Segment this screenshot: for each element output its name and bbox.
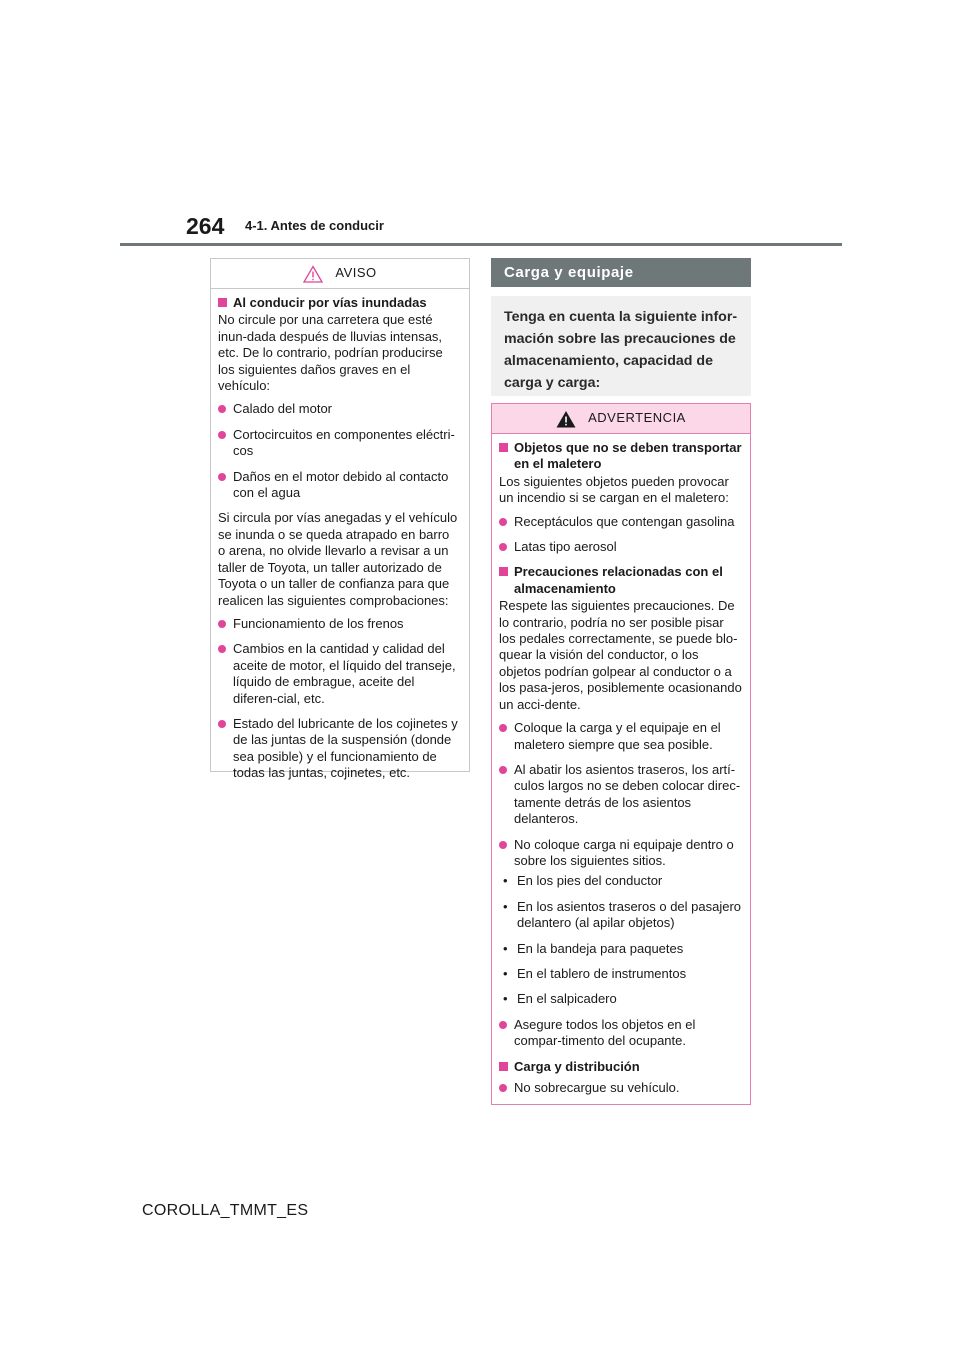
- section-title: 4-1. Antes de conducir: [245, 218, 384, 233]
- aviso-header: [211, 259, 469, 289]
- list-item: Calado del motor: [218, 401, 459, 417]
- list-item: Coloque la carga y el equipaje en el maletero siempre que sea posible.: [499, 720, 742, 753]
- dash-list-item: • En los pies del conductor: [503, 873, 663, 889]
- bullet-dot-icon: [218, 431, 226, 439]
- advertencia-title: ADVERTENCIA: [588, 410, 686, 426]
- aviso-title: AVISO: [335, 265, 377, 281]
- dash-list-item: • En la bandeja para paquetes: [503, 940, 684, 956]
- warning-outline-icon: [303, 265, 323, 283]
- dash-bullet: •: [503, 965, 508, 981]
- bullet-dot-icon: [499, 1084, 507, 1092]
- list-item: Al abatir los asientos traseros, los artí-culos largos no se deben colocar direc-tamente detrás de los asientos delanteros.: [499, 762, 742, 828]
- section-banner: Carga y equipaje: [491, 258, 751, 287]
- advertencia-text: Los siguientes objetos pueden provocar un incendio si se cargan en el maletero:: [499, 473, 729, 506]
- warning-icon: [556, 410, 576, 428]
- aviso-heading: Al conducir por vías inundadas: [218, 295, 459, 311]
- list-item: Daños en el motor debido al contacto con el agua: [218, 469, 459, 502]
- list-item: No coloque carga ni equipaje dentro o sobre los siguientes sitios.: [499, 837, 742, 870]
- header-divider: [120, 243, 842, 246]
- square-bullet-icon: [499, 1062, 508, 1071]
- bullet-dot-icon: [499, 518, 507, 526]
- advertencia-heading: Precauciones relacionadas con el almacenamiento: [499, 564, 742, 597]
- aviso-intro: No circule por una carretera que esté inun-dada después de lluvias intensas, etc. De lo contrario, podrían producirse los siguientes daños graves en el vehículo:: [218, 312, 443, 394]
- intro-box: Tenga en cuenta la siguiente infor-mación sobre las precauciones de almacenamiento, capacidad de carga y carga:: [491, 296, 751, 396]
- bullet-dot-icon: [218, 645, 226, 653]
- dash-list-item: • En los asientos traseros o del pasajero delantero (al apilar objetos): [503, 898, 742, 931]
- list-item: Cambios en la cantidad y calidad del aceite de motor, el líquido del transeje, líquido de embrague, aceite del diferen-cial, etc.: [218, 641, 459, 707]
- dash-list-item: • En el salpicadero: [503, 991, 617, 1007]
- dash-list-item: • En el tablero de instrumentos: [503, 965, 687, 981]
- square-bullet-icon: [218, 298, 227, 307]
- list-item: Funcionamiento de los frenos: [218, 616, 459, 632]
- bullet-dot-icon: [499, 724, 507, 732]
- square-bullet-icon: [499, 567, 508, 576]
- dash-bullet: •: [503, 991, 508, 1007]
- bullet-dot-icon: [218, 473, 226, 481]
- bullet-dot-icon: [218, 620, 226, 628]
- square-bullet-icon: [499, 443, 508, 452]
- list-item: No sobrecargue su vehículo.: [499, 1080, 742, 1096]
- aviso-middle: Si circula por vías anegadas y el vehículo se inunda o se queda atrapado en barro o arena, no olvide llevarlo a revisar a un taller de Toyota, un taller autorizado de Toyota o un taller de confianza para que realicen las siguientes comprobaciones:: [218, 510, 458, 608]
- advertencia-heading: Carga y distribución: [499, 1059, 742, 1075]
- list-item: Estado del lubricante de los cojinetes y de las juntas de la suspensión (donde sea posible) y el funcionamiento de todas las juntas, cojinetes, etc.: [218, 716, 459, 782]
- list-item: Receptáculos que contengan gasolina: [499, 514, 742, 530]
- bullet-dot-icon: [499, 841, 507, 849]
- list-item: Asegure todos los objetos en el compar-timento del ocupante.: [499, 1017, 742, 1050]
- advertencia-heading: Objetos que no se deben transportar en el maletero: [499, 440, 742, 473]
- bullet-dot-icon: [499, 543, 507, 551]
- page-number: 264: [186, 213, 225, 239]
- document-code: COROLLA_TMMT_ES: [142, 1202, 309, 1219]
- aviso-box: [210, 258, 470, 781]
- advertencia-text: Respete las siguientes precauciones. De lo contrario, podría no ser posible pisar los pedales correctamente, se puede blo-quear la visión del conductor, o los objetos podrían golpear al conductor o a los pasa-jeros, posiblemente ocasionando un acci-dente.: [499, 598, 742, 712]
- dash-bullet: •: [503, 898, 508, 914]
- bullet-dot-icon: [499, 1021, 507, 1029]
- list-item: Latas tipo aerosol: [499, 539, 742, 555]
- dash-bullet: •: [503, 940, 508, 956]
- advertencia-header: [492, 404, 750, 434]
- dash-bullet: •: [503, 873, 508, 889]
- bullet-dot-icon: [218, 720, 226, 728]
- bullet-dot-icon: [218, 405, 226, 413]
- advertencia-box: [491, 403, 751, 1105]
- bullet-dot-icon: [499, 766, 507, 774]
- list-item: Cortocircuitos en componentes eléctri-cos: [218, 427, 459, 460]
